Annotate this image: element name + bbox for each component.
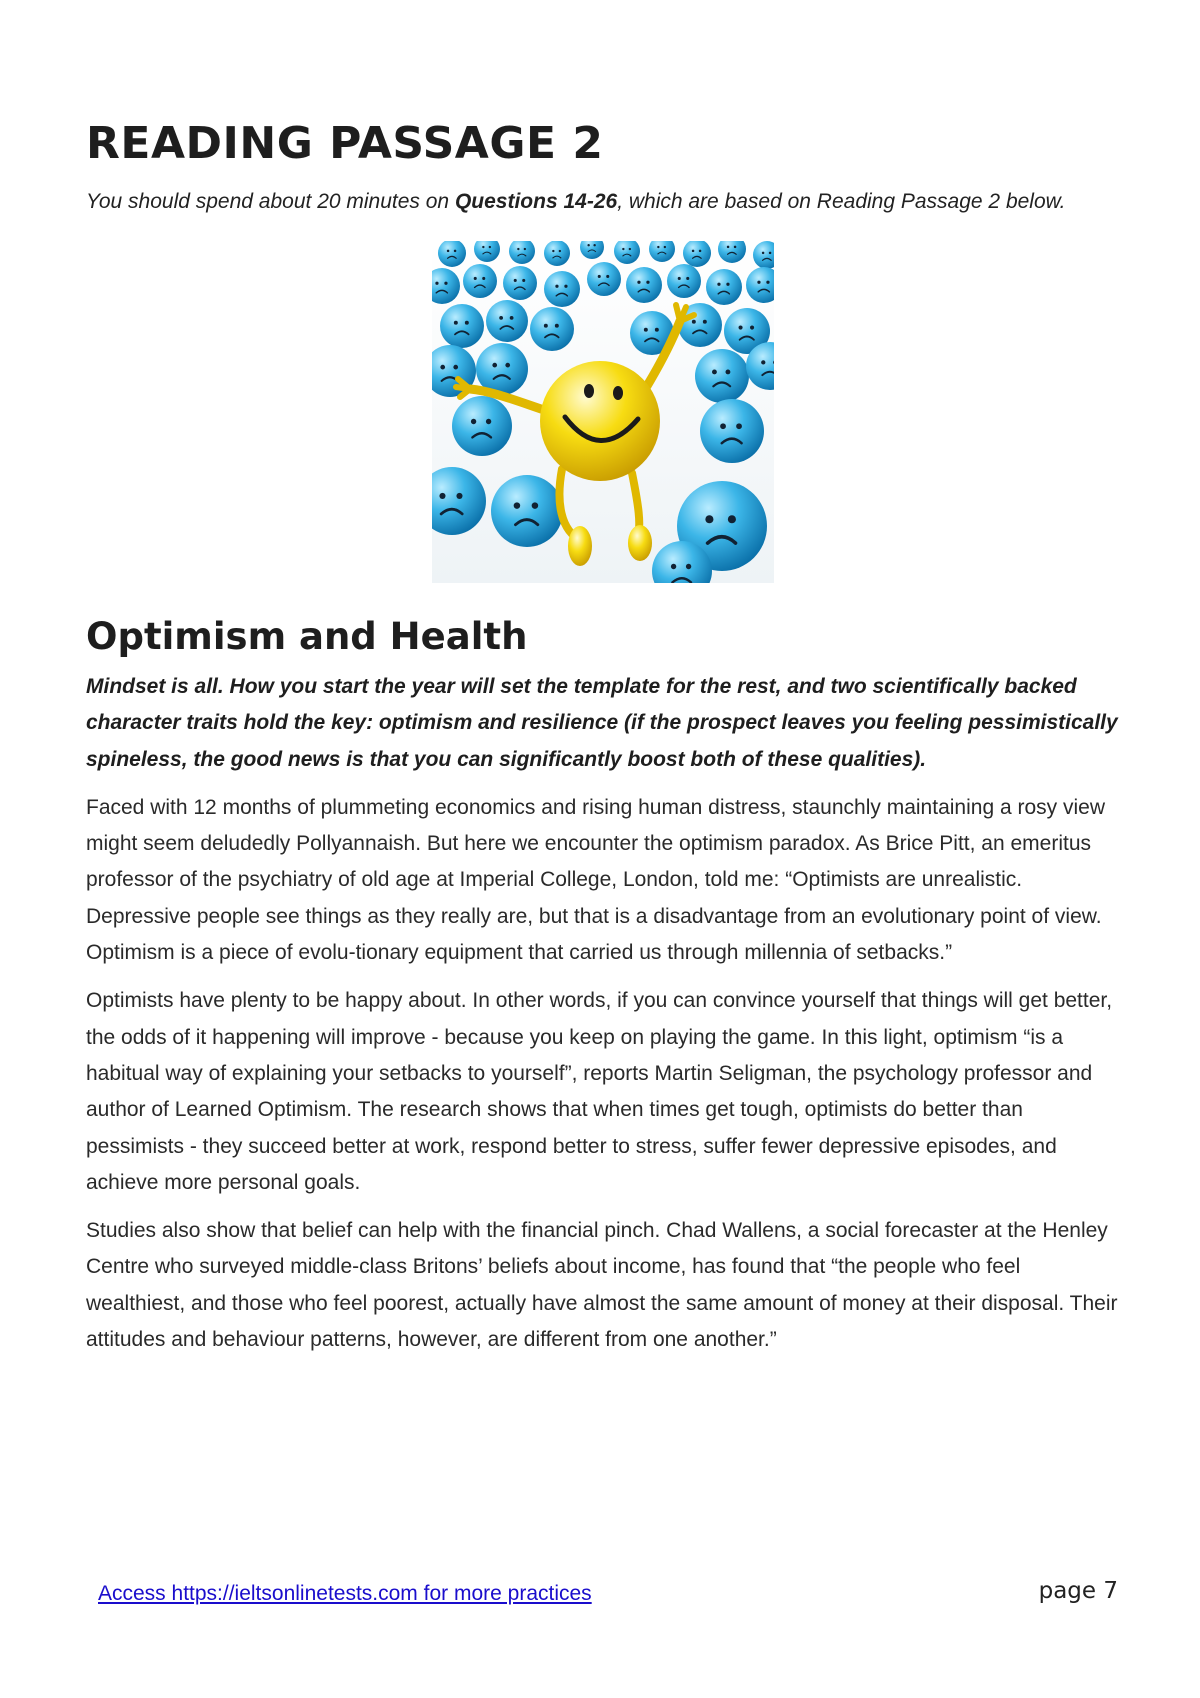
sad-face-icon xyxy=(544,271,580,307)
sad-face-icon xyxy=(463,264,497,298)
sad-face-icon xyxy=(626,267,662,303)
sad-face-icon xyxy=(695,349,749,403)
page-content xyxy=(86,118,1120,1358)
sad-face-icon xyxy=(544,241,570,266)
article-heading: Optimism and Health xyxy=(86,615,528,658)
instructions-text-2: , which are based on Reading Passage 2 below. xyxy=(617,190,1066,213)
article-lead: Mindset is all. How you start the year will set the template for the rest, and two scientifically backed character traits hold the key: optimism and resilience (if the prospect leaves you feeling pessimistically spineless, the good news is that you can significantly boost both of these qualities). xyxy=(86,675,1118,771)
article-paragraph: Studies also show that belief can help with the financial pinch. Chad Wallens, a social forecaster at the Henley Centre who surveyed middle-class Britons’ beliefs about income, has found that “the people who feel wealthiest, and those who feel poorest, actually have almost the same amount of money at their disposal. Their attitudes and behaviour patterns, however, are different from one another.” xyxy=(86,1219,1118,1352)
sad-face-icon xyxy=(491,475,563,547)
sad-face-icon xyxy=(667,264,701,298)
optimism-illustration xyxy=(432,241,774,583)
instructions-text-1: You should spend about 20 minutes on xyxy=(86,190,455,213)
sad-face-icon xyxy=(503,266,537,300)
instructions-questions: Questions 14-26 xyxy=(454,190,618,213)
sad-face-icon xyxy=(700,399,764,463)
sad-face-icon xyxy=(440,304,484,348)
article-paragraph: Optimists have plenty to be happy about. In other words, if you can convince yourself that things will get better, the odds of it happening will improve - because you keep on playing the game. In this light, optimism “is a habitual way of explaining your setbacks to yourself”, reports Martin Seligman, the psychology professor and author of Learned Optimism. The research shows that when times get tough, optimists do better than pessimists - they succeed better at work, respond better to stress, suffer fewer depressive episodes, and achieve more personal goals. xyxy=(86,989,1113,1194)
sad-face-icon xyxy=(587,262,621,296)
practice-site-link[interactable]: Access https://ieltsonlinetests.com for more practices xyxy=(98,1582,592,1605)
sad-face-icon xyxy=(452,396,512,456)
article-paragraph: Faced with 12 months of plummeting economics and rising human distress, staunchly maintaining a rosy view might seem deludedly Pollyannaish. But here we encounter the optimism paradox. As Brice Pitt, an emeritus professor of the psychiatry of old age at Imperial College, London, told me: “Optimists are unrealistic. Depressive people see things as they really are, but that is a disadvantage from an evolutionary point of view. Optimism is a piece of evolu-tionary equipment that carried us through millennia of setbacks.” xyxy=(86,795,1105,965)
sad-face-icon xyxy=(486,300,528,342)
page-title: READING PASSAGE 2 xyxy=(86,118,604,169)
instructions xyxy=(86,184,1120,219)
sad-face-icon xyxy=(530,307,574,351)
sad-face-icon xyxy=(706,269,742,305)
page-number: page 7 xyxy=(1038,1578,1118,1604)
